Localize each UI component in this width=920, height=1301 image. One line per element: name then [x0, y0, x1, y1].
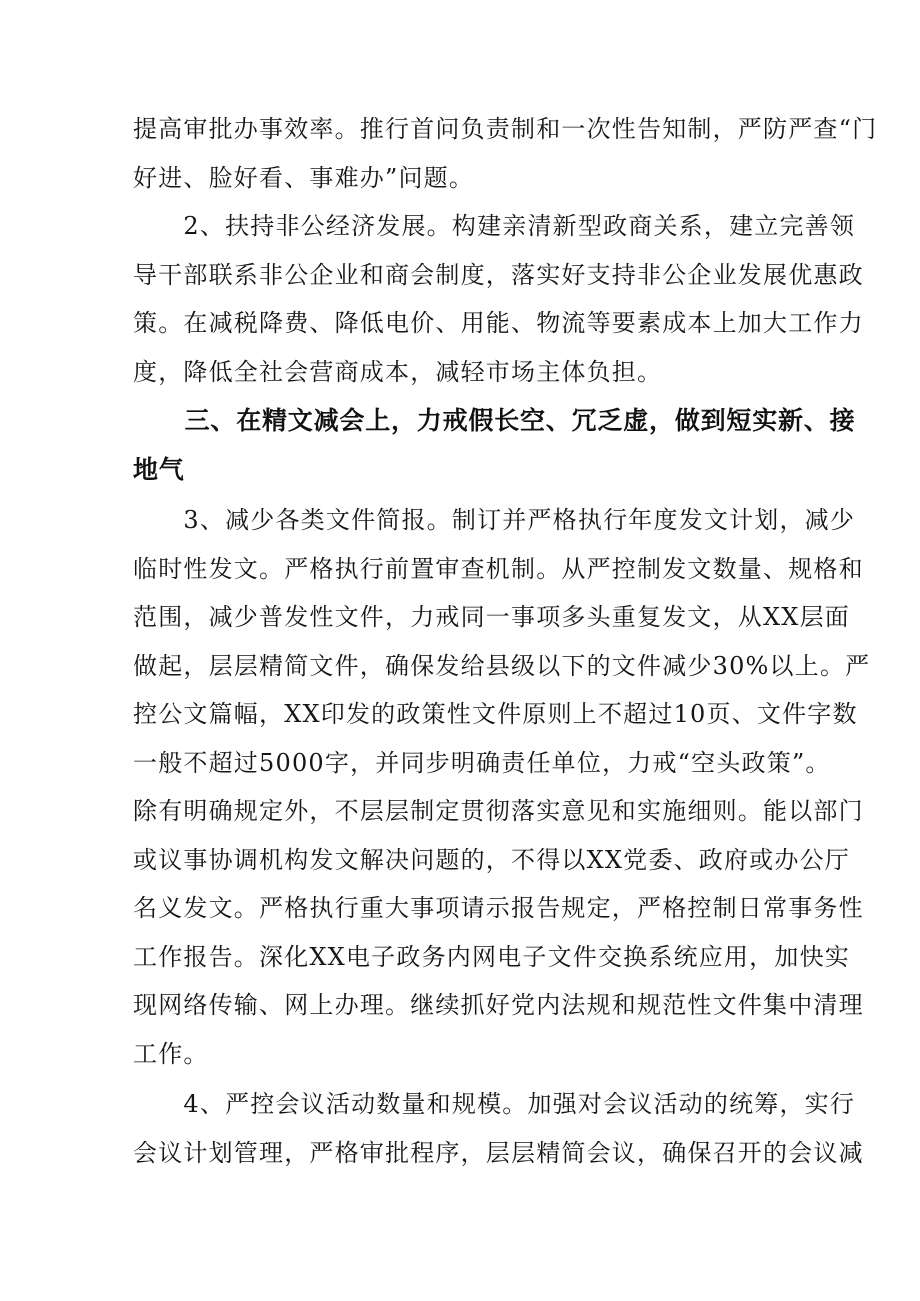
- text-line: 4、严控会议活动数量和规模。加强对会议活动的统筹，实行: [133, 1090, 856, 1118]
- text-line: 3、减少各类文件简报。制订并严格执行年度发文计划，减少: [133, 506, 856, 534]
- text-line: 工作报告。深化XX电子政务内网电子文件交换系统应用，加快实: [133, 942, 850, 971]
- text-line: 临时性发文。严格执行前置审查机制。从严控制发文数量、规格和: [133, 554, 864, 583]
- text-line: 工作。: [133, 1039, 209, 1068]
- text-line: 或议事协调机构发文解决问题的，不得以XX党委、政府或办公厅: [133, 845, 850, 874]
- text-line: 度，降低全社会营商成本，减轻市场主体负担。: [133, 357, 663, 386]
- paragraph-3-reduce-documents: [133, 496, 871, 1078]
- text-line: 2、扶持非公经济发展。构建亲清新型政商关系，建立完善领: [133, 212, 856, 240]
- text-line: 做起，层层精简文件，确保发给县级以下的文件减少30%以上。严: [133, 651, 871, 680]
- paragraph-2-non-public-economy: [133, 202, 864, 396]
- text-line: 名义发文。严格执行重大事项请示报告规定，严格控制日常事务性: [133, 894, 864, 922]
- text-line: 好进、脸好看、事难办”问题。: [133, 163, 475, 192]
- section-heading-3: [133, 397, 856, 494]
- text-line: 导干部联系非公企业和商会制度，落实好支持非公企业发展优惠政: [133, 260, 864, 289]
- heading-line: 地气: [133, 454, 185, 484]
- text-line: 现网络传输、网上办理。继续抓好党内法规和规范性文件集中清理: [133, 991, 864, 1019]
- text-line: 一般不超过5000字，并同步明确责任单位，力戒“空头政策”。: [133, 748, 831, 777]
- heading-line: 三、在精文减会上，力戒假长空、冗乏虚，做到短实新、接: [133, 406, 856, 435]
- text-line: 会议计划管理，严格审批程序，层层精简会议，确保召开的会议减: [133, 1138, 864, 1167]
- text-line: 范围，减少普发性文件，力戒同一事项多头重复发文，从XX层面: [133, 603, 850, 631]
- text-line: 策。在减税降费、降低电价、用能、物流等要素成本上加大工作力: [133, 309, 864, 337]
- paragraph-4-control-meetings: [133, 1080, 864, 1177]
- text-line: 提高审批办事效率。推行首问负责制和一次性告知制，严防严查“门: [133, 115, 878, 143]
- text-line: 控公文篇幅，XX印发的政策性文件原则上不超过10页、文件字数: [133, 700, 858, 728]
- text-line: 除有明确规定外，不层层制定贯彻落实意见和实施细则。能以部门: [133, 797, 864, 825]
- paragraph-approval-efficiency: [133, 105, 878, 202]
